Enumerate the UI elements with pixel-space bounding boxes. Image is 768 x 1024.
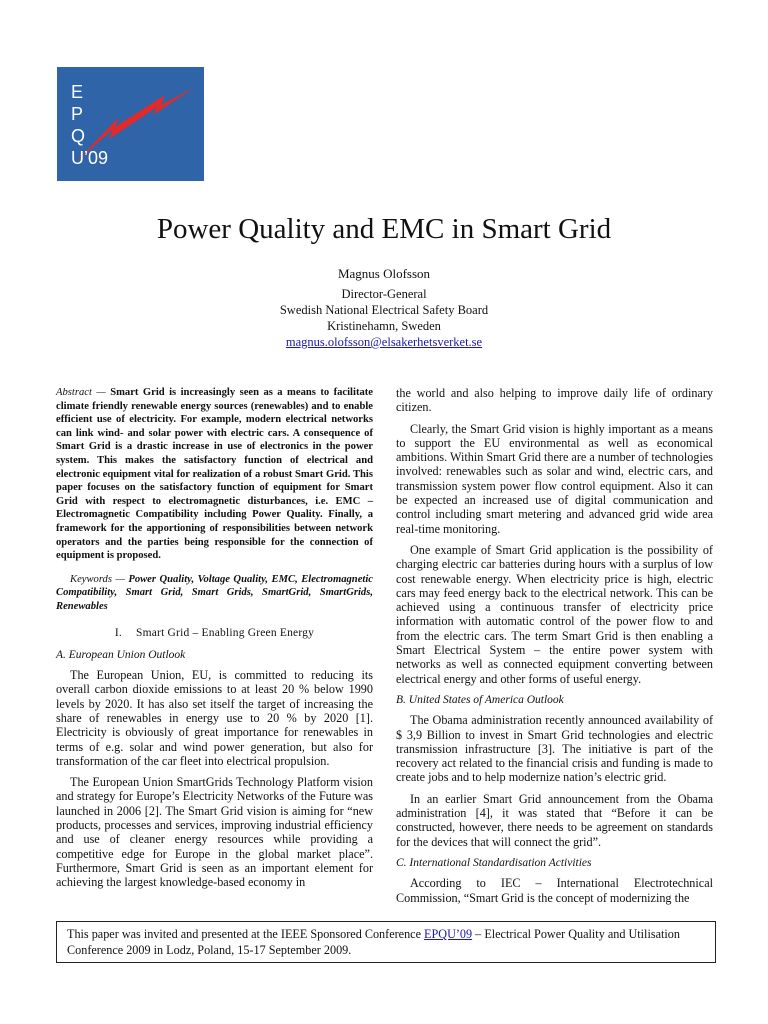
subsection-heading-a: A. European Union Outlook <box>56 648 186 661</box>
epqu09-link[interactable]: EPQU’09 <box>424 927 473 941</box>
subsection-heading-c: C. International Standardisation Activities <box>396 856 592 869</box>
paragraph-a4: One example of Smart Grid application is the possibility of charging electric car batteries during hours with a surplus of low cost renewable energy. When electricity price is high, electric cars may feed energy back to the electrical network. This can be achieved using a continuous transfer of electricity price information with automatic control of the power flow to and from the electric cars. The term Smart Grid is then enabling a Smart Electrical System – the entire power system with networks as well as connected equipment converting between electrical energy and other forms of useful energy. <box>396 542 713 686</box>
author-organization: Swedish National Electrical Safety Board <box>279 303 489 317</box>
author-email-link[interactable]: magnus.olofsson@elsakerhetsverket.se <box>285 335 483 349</box>
left-column <box>56 386 373 897</box>
abstract-label: Abstract — <box>56 387 106 398</box>
logo-letter-p: P <box>71 104 84 124</box>
author-location: Kristinehamn, Sweden <box>327 319 441 333</box>
author-block <box>0 266 768 350</box>
paragraph-a2-continued: the world and also helping to improve daily life of ordinary citizen. <box>396 386 713 415</box>
paragraph-c1: According to IEC – International Electrotechnical Commission, “Smart Grid is the concept of modernizing the <box>396 876 713 905</box>
section-heading <box>56 626 373 640</box>
logo-letter-q: Q <box>71 126 86 146</box>
keywords <box>56 573 373 614</box>
author-name: Magnus Olofsson <box>337 266 431 281</box>
keywords-label: Keywords — <box>70 573 125 585</box>
section-title: Smart Grid – Enabling Green Energy <box>136 626 315 639</box>
footnote-text-after: – Electrical Power Quality and Utilisation Conference 2009 in Lodz, Poland, 15-17 September 2009. <box>67 927 680 957</box>
logo-letter-u09: U’09 <box>71 148 109 168</box>
abstract-text: Smart Grid is increasingly seen as a means to facilitate climate friendly renewable energy sources (renewables) and to enable efficient use of electricity. For example, modern electrical networks can link wind- and solar power with electric cars. A consequence of Smart Grid is a drastic increase in use of electronics in the power system. This makes the satisfactory function of electrical and electronic equipment vital for realization of a robust Smart Grid. This paper focuses on the satisfactory function of equipment for Smart Grid with respect to electromagnetic disturbances, i.e. EMC – Electromagnetic Compatibility including Power Quality. Finally, a framework for the apportioning of responsibilities between network operators and the parties being responsible for the connection of equipment is proposed. <box>56 387 373 562</box>
keywords-text: Power Quality, Voltage Quality, EMC, Electromagnetic Compatibility, Smart Grid, Smart Grids, SmartGrid, SmartGrids, Renewables <box>56 573 373 612</box>
conference-logo <box>57 67 204 181</box>
section-number: I. <box>114 626 122 639</box>
paper-title: Power Quality and EMC in Smart Grid <box>156 213 612 245</box>
logo-letter-e: E <box>71 82 84 102</box>
paragraph-b1: The Obama administration recently announced availability of $ 3,9 Billion to invest in Smart Grid technologies and electric transmission infrastructure [3]. The initiative is part of the recovery act related to the financial crisis and funding is made to create jobs and to help modernize nation’s electric grid. <box>396 713 713 785</box>
paragraph-a2: The European Union SmartGrids Technology Platform vision and strategy for Europe’s Electricity Networks of the Future was launched in 2006 [2]. The Smart Grid vision is aiming for “new products, processes and services, improving industrial efficiency and use of cleaner energy resources while providing a competitive edge for Europe in the global market place”. Furthermore, Smart Grid is seen as an important element for achieving the largest knowledge-based economy in <box>56 775 373 890</box>
right-column <box>396 386 713 912</box>
conference-footnote-box <box>56 921 716 963</box>
paragraph-b2: In an earlier Smart Grid announcement from the Obama administration [4], it was stated that “Before it can be constructed, however, there needs to be agreement on standards for the devices that will connect the grid”. <box>396 791 713 849</box>
footnote-text-before: This paper was invited and presented at the IEEE Sponsored Conference <box>67 927 425 941</box>
author-role: Director-General <box>341 287 427 301</box>
paragraph-a3: Clearly, the Smart Grid vision is highly important as a means to support the EU environmental as well as economical ambitions. Within Smart Grid there are a number of technologies involved: renewables such as solar and wind, electric cars, and transmission system power flow control equipment. Also it can be expected an increased use of digital communication and control including smart metering and advanced grid wide area real-time monitoring. <box>396 421 713 536</box>
paragraph-a1: The European Union, EU, is committed to reducing its overall carbon dioxide emissions to at least 20 % below 1990 levels by 2020. It has also set itself the target of increasing the share of renewables in energy use to 20 % by 2020 [1]. Electricity is obviously of great importance for renewables in terms of e.g. solar and wind power generation, but also for transformation of the car fleet into electrical propulsion. <box>56 668 373 768</box>
subsection-heading-b: B. United States of America Outlook <box>396 693 564 706</box>
abstract <box>56 386 373 563</box>
